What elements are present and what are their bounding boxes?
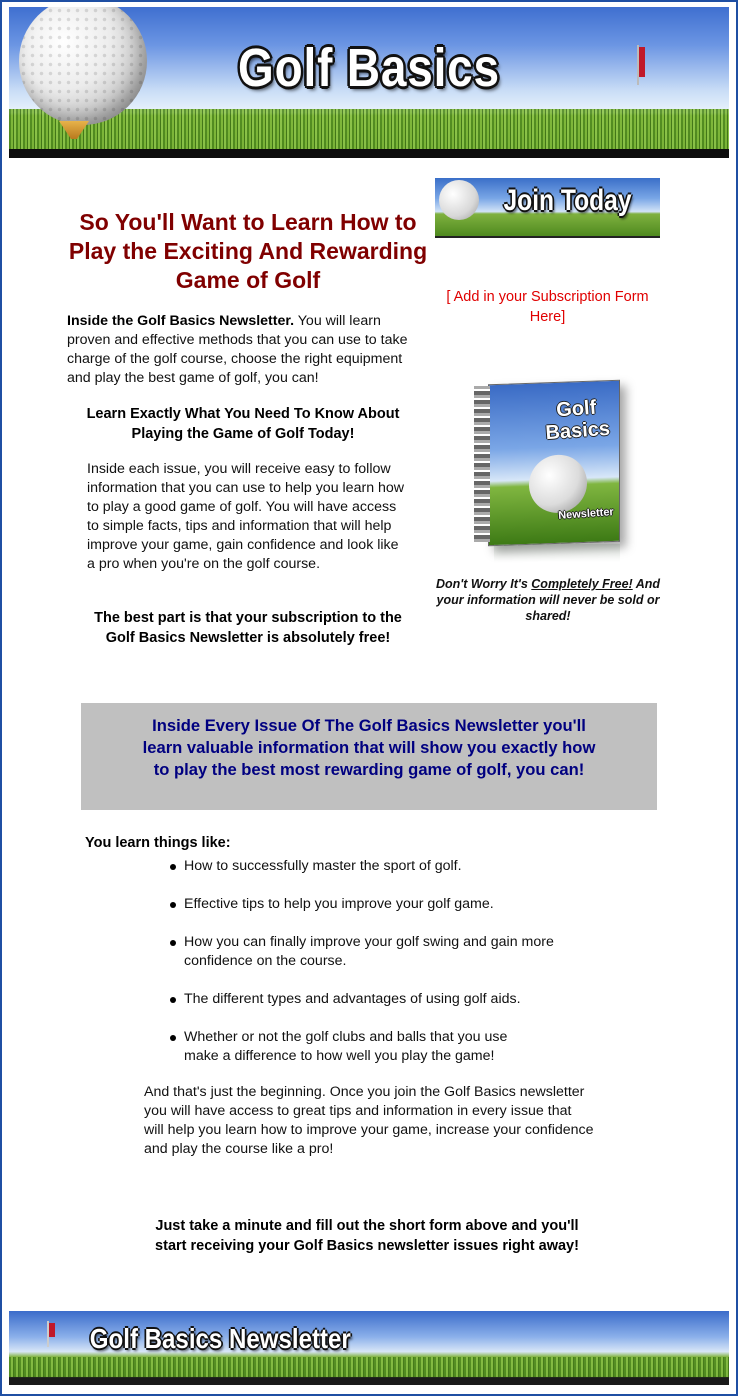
privacy-note	[425, 576, 671, 624]
newsletter-book-image	[474, 382, 624, 562]
book-title: Golf Basics	[544, 396, 611, 445]
learn-list	[170, 857, 610, 1066]
list-item	[170, 895, 610, 914]
highlight-box	[81, 703, 657, 810]
bullet-icon	[170, 940, 176, 946]
join-today-button[interactable]	[435, 178, 660, 238]
bullet-icon	[170, 864, 176, 870]
privacy-note-post: And your information will never be sold or shared!	[436, 577, 661, 623]
intro-paragraph	[67, 312, 427, 388]
book-subtitle: Newsletter	[557, 506, 615, 522]
bullet-icon	[170, 902, 176, 908]
list-item	[170, 1028, 544, 1066]
flag-icon	[49, 1323, 55, 1337]
intro-text: You will learn proven and effective methods that you can use to take charge of the golf course, choose the right equipment and play the best game of golf, you can!	[67, 313, 408, 386]
join-today-label: Join Today	[503, 184, 632, 217]
page-headline: So You'll Want to Learn How to Play the Exciting And Rewarding Game of Golf	[68, 209, 428, 293]
call-to-action: Just take a minute and fill out the short form above and you'll start receiving your Golf Basics newsletter issues right away!	[155, 1218, 579, 1254]
header-banner	[9, 7, 729, 158]
bullet-icon	[170, 997, 176, 1003]
list-item-text: How to successfully master the sport of golf.	[184, 858, 462, 874]
grass-graphic	[9, 1357, 729, 1377]
header-title: Golf Basics	[238, 38, 500, 98]
intro-bold: Inside the Golf Basics Newsletter.	[67, 313, 295, 329]
completely-free-text: Completely Free!	[531, 577, 633, 591]
free-note: The best part is that your subscription to the Golf Basics Newsletter is absolutely free!	[94, 610, 402, 646]
list-item	[170, 933, 594, 971]
list-item-text: How you can finally improve your golf swing and gain more confidence on the course.	[184, 934, 554, 969]
closing-paragraph: And that's just the beginning. Once you join the Golf Basics newsletter you will have access to great tips and information in every issue that will help you learn how to improve your game, increase your confidence and play the course like a pro!	[144, 1084, 594, 1157]
book-reflection	[494, 544, 620, 562]
list-item-text: The different types and advantages of using golf aids.	[184, 991, 521, 1007]
golf-ball-icon	[19, 7, 147, 125]
golf-ball-icon	[529, 454, 587, 514]
flag-icon	[639, 47, 645, 77]
body-paragraph: Inside each issue, you will receive easy to follow information that you can use to help you learn how to play a good game of golf. You will have access to simple facts, tips and information that will help improve your game, gain confidence and look like a pro when you're on the golf course.	[87, 461, 405, 572]
footer-banner	[9, 1311, 729, 1385]
subscription-form-placeholder: [ Add in your Subscription Form Here]	[446, 289, 649, 325]
list-item-text: Effective tips to help you improve your golf game.	[184, 896, 494, 912]
learn-heading: You learn things like:	[85, 835, 231, 851]
bullet-icon	[170, 1035, 176, 1041]
footer-title: Golf Basics Newsletter	[89, 1323, 351, 1354]
list-item	[170, 990, 610, 1009]
highlight-text: Inside Every Issue Of The Golf Basics Newsletter you'll learn valuable information that will show you exactly how to play the best most rewarding game of golf, you can!	[142, 716, 596, 779]
golf-ball-icon	[439, 180, 479, 220]
spiral-binding	[474, 386, 490, 542]
list-item	[170, 857, 610, 876]
list-item-text: Whether or not the golf clubs and balls that you use make a difference to how well you play the game!	[184, 1029, 508, 1064]
privacy-note-pre: Don't Worry It's	[435, 577, 532, 591]
subheading: Learn Exactly What You Need To Know About Playing the Game of Golf Today!	[86, 406, 400, 442]
